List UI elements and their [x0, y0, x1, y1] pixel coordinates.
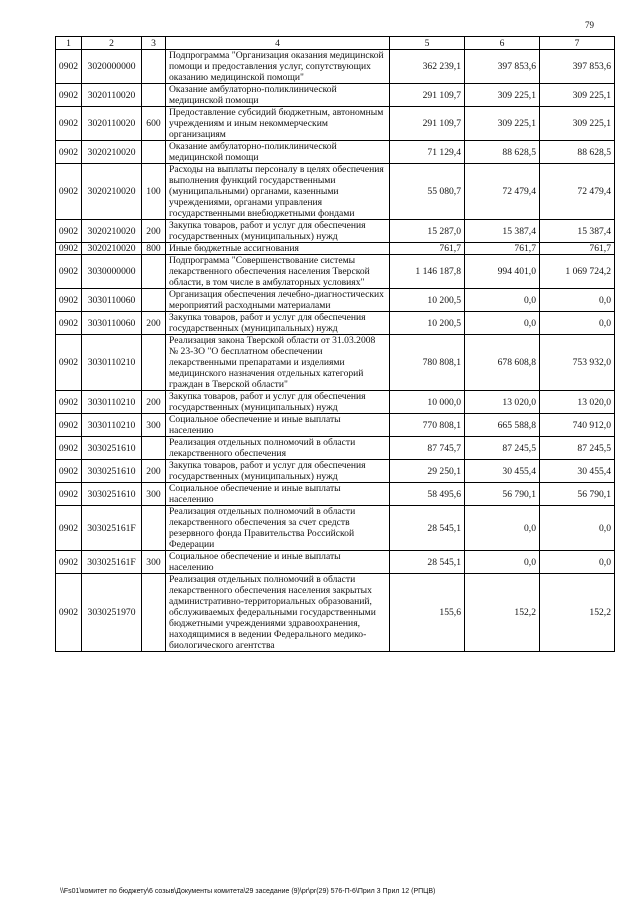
expense-type-cell: 200 — [142, 220, 166, 243]
amount-col5-cell: 28 545,1 — [390, 551, 465, 574]
amount-col7-cell: 15 387,4 — [540, 220, 615, 243]
table-row — [56, 220, 615, 243]
amount-col5-cell: 55 080,7 — [390, 164, 465, 220]
amount-col7-cell: 1 069 724,2 — [540, 255, 615, 289]
expense-type-cell: 300 — [142, 414, 166, 437]
amount-col5-cell: 10 200,5 — [390, 289, 465, 312]
page-number: 79 — [585, 20, 594, 30]
target-code-cell: 3020210020 — [82, 141, 142, 164]
section-cell: 0902 — [56, 335, 82, 391]
section-cell: 0902 — [56, 220, 82, 243]
expense-type-cell — [142, 255, 166, 289]
amount-col6-cell: 0,0 — [465, 289, 540, 312]
name-cell: Закупка товаров, работ и услуг для обеспечения государственных (муниципальных) нужд — [166, 391, 390, 414]
name-cell: Расходы на выплаты персоналу в целях обеспечения выполнения функций государственными (муниципальными) органами, казенными учреждениями, органами управления государственными внебюджетными фондами — [166, 164, 390, 220]
table-row — [56, 551, 615, 574]
name-cell: Закупка товаров, работ и услуг для обеспечения государственных (муниципальных) нужд — [166, 312, 390, 335]
amount-col5-cell: 291 109,7 — [390, 84, 465, 107]
table-row — [56, 460, 615, 483]
amount-col5-cell: 761,7 — [390, 243, 465, 255]
section-cell: 0902 — [56, 551, 82, 574]
table-row — [56, 107, 615, 141]
amount-col6-cell: 0,0 — [465, 312, 540, 335]
expense-type-cell: 600 — [142, 107, 166, 141]
table-row — [56, 50, 615, 84]
section-cell: 0902 — [56, 391, 82, 414]
name-cell: Предоставление субсидий бюджетным, автономным учреждениям и иным некоммерческим организациям — [166, 107, 390, 141]
target-code-cell: 3020210020 — [82, 243, 142, 255]
amount-col7-cell: 0,0 — [540, 289, 615, 312]
target-code-cell: 303025161F — [82, 551, 142, 574]
name-cell: Социальное обеспечение и иные выплаты населению — [166, 483, 390, 506]
expense-type-cell: 200 — [142, 391, 166, 414]
section-cell: 0902 — [56, 437, 82, 460]
amount-col7-cell: 397 853,6 — [540, 50, 615, 84]
target-code-cell: 3030110060 — [82, 289, 142, 312]
name-cell: Реализация отдельных полномочий в области лекарственного обеспечения за счет средств резервного фонда Правительства Российской Федерации — [166, 506, 390, 551]
table-row — [56, 437, 615, 460]
target-code-cell: 3030110210 — [82, 391, 142, 414]
name-cell: Оказание амбулаторно-поликлинической медицинской помощи — [166, 141, 390, 164]
expense-type-cell — [142, 50, 166, 84]
amount-col7-cell: 72 479,4 — [540, 164, 615, 220]
table-row — [56, 335, 615, 391]
expense-type-cell — [142, 506, 166, 551]
name-cell: Организация обеспечения лечебно-диагностических мероприятий расходными материалами — [166, 289, 390, 312]
amount-col5-cell: 1 146 187,8 — [390, 255, 465, 289]
target-code-cell: 3030110060 — [82, 312, 142, 335]
expense-type-cell — [142, 84, 166, 107]
section-cell: 0902 — [56, 506, 82, 551]
table-row — [56, 574, 615, 652]
amount-col7-cell: 309 225,1 — [540, 107, 615, 141]
amount-col6-cell: 152,2 — [465, 574, 540, 652]
expense-type-cell — [142, 574, 166, 652]
amount-col6-cell: 56 790,1 — [465, 483, 540, 506]
target-code-cell: 3030110210 — [82, 335, 142, 391]
amount-col7-cell: 0,0 — [540, 551, 615, 574]
target-code-cell: 3020210020 — [82, 164, 142, 220]
col-header-2: 2 — [82, 37, 142, 50]
section-cell: 0902 — [56, 312, 82, 335]
col-header-5: 5 — [390, 37, 465, 50]
target-code-cell: 3030251610 — [82, 460, 142, 483]
amount-col5-cell: 291 109,7 — [390, 107, 465, 141]
target-code-cell: 3020110020 — [82, 107, 142, 141]
target-code-cell: 3030110210 — [82, 414, 142, 437]
amount-col6-cell: 309 225,1 — [465, 107, 540, 141]
amount-col7-cell: 30 455,4 — [540, 460, 615, 483]
amount-col6-cell: 72 479,4 — [465, 164, 540, 220]
expense-type-cell — [142, 289, 166, 312]
expense-type-cell — [142, 141, 166, 164]
name-cell: Социальное обеспечение и иные выплаты населению — [166, 414, 390, 437]
section-cell: 0902 — [56, 107, 82, 141]
amount-col7-cell: 152,2 — [540, 574, 615, 652]
section-cell: 0902 — [56, 483, 82, 506]
amount-col7-cell: 0,0 — [540, 312, 615, 335]
expense-type-cell: 300 — [142, 483, 166, 506]
name-cell: Оказание амбулаторно-поликлинической медицинской помощи — [166, 84, 390, 107]
name-cell: Реализация закона Тверской области от 31.03.2008 № 23-ЗО "О бесплатном обеспечении лекарственными препаратами и изделиями медицинского назначения отдельных категорий граждан в Тверской области" — [166, 335, 390, 391]
amount-col6-cell: 665 588,8 — [465, 414, 540, 437]
amount-col6-cell: 0,0 — [465, 506, 540, 551]
amount-col6-cell: 87 245,5 — [465, 437, 540, 460]
table-row — [56, 289, 615, 312]
name-cell: Закупка товаров, работ и услуг для обеспечения государственных (муниципальных) нужд — [166, 220, 390, 243]
target-code-cell: 3030251610 — [82, 483, 142, 506]
amount-col7-cell: 0,0 — [540, 506, 615, 551]
amount-col6-cell: 0,0 — [465, 551, 540, 574]
table-row — [56, 141, 615, 164]
amount-col5-cell: 28 545,1 — [390, 506, 465, 551]
section-cell: 0902 — [56, 164, 82, 220]
amount-col5-cell: 155,6 — [390, 574, 465, 652]
amount-col6-cell: 397 853,6 — [465, 50, 540, 84]
name-cell: Закупка товаров, работ и услуг для обеспечения государственных (муниципальных) нужд — [166, 460, 390, 483]
section-cell: 0902 — [56, 243, 82, 255]
expense-type-cell: 800 — [142, 243, 166, 255]
amount-col5-cell: 87 745,7 — [390, 437, 465, 460]
amount-col6-cell: 678 608,8 — [465, 335, 540, 391]
header-row — [56, 37, 615, 50]
amount-col5-cell: 780 808,1 — [390, 335, 465, 391]
amount-col5-cell: 10 200,5 — [390, 312, 465, 335]
amount-col7-cell: 761,7 — [540, 243, 615, 255]
col-header-6: 6 — [465, 37, 540, 50]
table-row — [56, 84, 615, 107]
expense-type-cell: 200 — [142, 312, 166, 335]
amount-col6-cell: 88 628,5 — [465, 141, 540, 164]
table-row — [56, 506, 615, 551]
amount-col5-cell: 29 250,1 — [390, 460, 465, 483]
table-row — [56, 255, 615, 289]
section-cell: 0902 — [56, 574, 82, 652]
amount-col6-cell: 15 387,4 — [465, 220, 540, 243]
target-code-cell: 3020110020 — [82, 84, 142, 107]
amount-col7-cell: 309 225,1 — [540, 84, 615, 107]
name-cell: Подпрограмма "Совершенствование системы лекарственного обеспечения населения Тверской области, в том числе в амбулаторных условиях" — [166, 255, 390, 289]
amount-col6-cell: 13 020,0 — [465, 391, 540, 414]
target-code-cell: 3020210020 — [82, 220, 142, 243]
file-path-footer: \\Fs01\комитет по бюджету\6 созыв\Документы комитета\29 заседание (9)\pr\pr(29) 576-П-6\Прил 3 Прил 12 (РПЦВ) — [60, 888, 436, 895]
amount-col5-cell: 71 129,4 — [390, 141, 465, 164]
amount-col7-cell: 88 628,5 — [540, 141, 615, 164]
table-row — [56, 483, 615, 506]
section-cell: 0902 — [56, 414, 82, 437]
table-row — [56, 164, 615, 220]
name-cell: Реализация отдельных полномочий в области лекарственного обеспечения — [166, 437, 390, 460]
section-cell: 0902 — [56, 84, 82, 107]
amount-col6-cell: 309 225,1 — [465, 84, 540, 107]
section-cell: 0902 — [56, 255, 82, 289]
section-cell: 0902 — [56, 50, 82, 84]
target-code-cell: 3030251610 — [82, 437, 142, 460]
section-cell: 0902 — [56, 141, 82, 164]
col-header-7: 7 — [540, 37, 615, 50]
name-cell: Социальное обеспечение и иные выплаты населению — [166, 551, 390, 574]
amount-col5-cell: 362 239,1 — [390, 50, 465, 84]
amount-col7-cell: 13 020,0 — [540, 391, 615, 414]
name-cell: Подпрограмма "Организация оказания медицинской помощи и предоставления услуг, сопутствующих оказанию медицинской помощи" — [166, 50, 390, 84]
col-header-4: 4 — [166, 37, 390, 50]
table-row — [56, 312, 615, 335]
amount-col6-cell: 994 401,0 — [465, 255, 540, 289]
name-cell: Иные бюджетные ассигнования — [166, 243, 390, 255]
name-cell: Реализация отдельных полномочий в области лекарственного обеспечения населения закрытых административно-территориальных образований, обслуживаемых федеральными государственными бюджетными учреждениями здравоохранения, находящимися в ведении Федерального медико-биологического агентства — [166, 574, 390, 652]
target-code-cell: 3030000000 — [82, 255, 142, 289]
col-header-3: 3 — [142, 37, 166, 50]
expense-type-cell: 200 — [142, 460, 166, 483]
amount-col5-cell: 15 287,0 — [390, 220, 465, 243]
section-cell: 0902 — [56, 289, 82, 312]
amount-col7-cell: 87 245,5 — [540, 437, 615, 460]
amount-col7-cell: 753 932,0 — [540, 335, 615, 391]
amount-col5-cell: 10 000,0 — [390, 391, 465, 414]
expense-type-cell: 300 — [142, 551, 166, 574]
amount-col6-cell: 30 455,4 — [465, 460, 540, 483]
table-row — [56, 243, 615, 255]
target-code-cell: 3020000000 — [82, 50, 142, 84]
section-cell: 0902 — [56, 460, 82, 483]
target-code-cell: 3030251970 — [82, 574, 142, 652]
expense-type-cell — [142, 437, 166, 460]
col-header-1: 1 — [56, 37, 82, 50]
amount-col6-cell: 761,7 — [465, 243, 540, 255]
amount-col7-cell: 740 912,0 — [540, 414, 615, 437]
budget-table — [55, 36, 615, 652]
amount-col7-cell: 56 790,1 — [540, 483, 615, 506]
expense-type-cell — [142, 335, 166, 391]
target-code-cell: 303025161F — [82, 506, 142, 551]
table-row — [56, 414, 615, 437]
amount-col5-cell: 58 495,6 — [390, 483, 465, 506]
amount-col5-cell: 770 808,1 — [390, 414, 465, 437]
expense-type-cell: 100 — [142, 164, 166, 220]
table-row — [56, 391, 615, 414]
